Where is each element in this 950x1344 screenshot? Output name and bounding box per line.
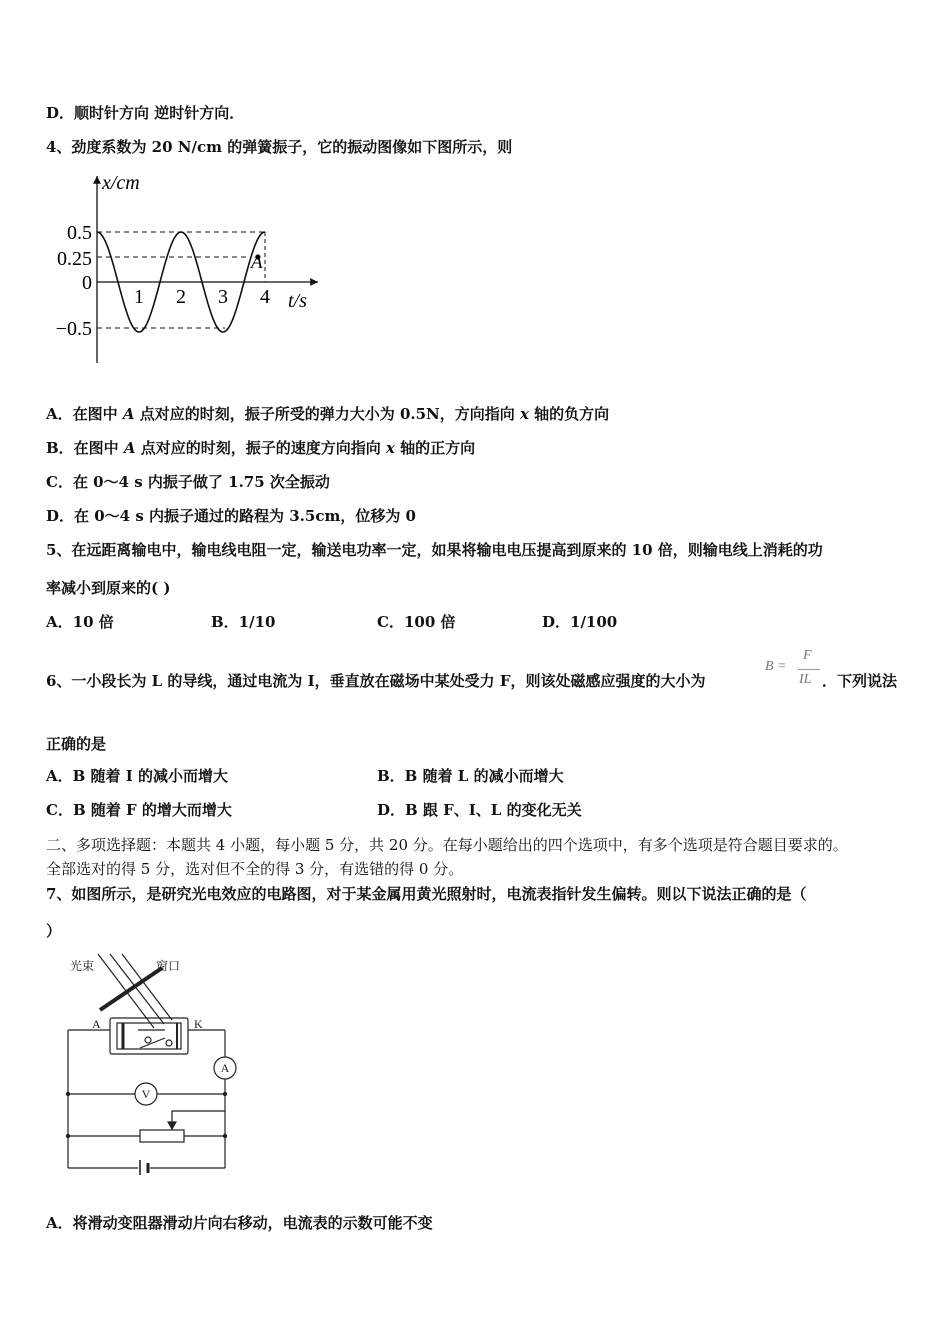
q3-option-d: D．顺时针方向 逆时针方向． [46,104,245,122]
q4-option-d: D．在 0～4 s 内振子通过的路程为 3.5cm，位移为 0 [46,507,416,525]
y-axis-label: x/cm [102,172,140,194]
section2-line1: 二、多项选择题：本题共 4 小题，每小题 5 分，共 20 分。在每小题给出的四个选项中，有多个选项是符合题目要求的。 [46,836,848,854]
q6-formula-num: F [803,648,812,663]
q5-stem-line1: 5、在远距离输电中，输电线电阻一定，输送电功率一定，如果将输电电压提高到原来的 10 倍，则输电线上消耗的功 [46,541,823,559]
q4-stem [46,137,512,157]
q5-option-d: D．1/100 [542,613,618,631]
q4-stem-pre: 4、劲度系数为 [46,138,152,156]
q4-stem-post: 的弹簧振子，它的振动图像如下图所示，则 [221,138,513,156]
label-beam: 光束 [70,959,95,973]
x-tick-1: 1 [134,286,144,308]
q7-circuit-diagram [60,950,245,1175]
q4-option-c: C．在 0～4 s 内振子做了 1.75 次全振动 [46,473,330,491]
x-tick-4: 4 [260,286,270,308]
voltmeter-label: V [141,1087,151,1101]
q4-opt-a-var: A [122,405,135,423]
q7-stem-line1: 7、如图所示，是研究光电效应的电路图，对于某金属用黄光照射时，电流表指针发生偏转。则以下说法正确的是（ [46,885,807,903]
ammeter-label: A [220,1061,230,1075]
x-axis-label: t/s [288,290,307,312]
q5-option-b: B．1/10 [211,613,276,631]
q4-option-b [46,438,475,458]
y-tick-0.25: 0.25 [57,248,92,270]
q5-option-a: A．10 倍 [46,613,114,631]
q4-opt-a-pre: A．在图中 [46,405,123,423]
q4-opt-b-var: A [123,439,136,457]
q4-opt-a-mid: 点对应的时刻，振子所受的弹力大小为 0.5N，方向指向 [134,405,520,423]
q4-option-a [46,404,609,424]
q6-stem-line1-post: ．下列说法 [822,672,898,690]
point-a-label: A [251,252,263,273]
q4-opt-b-x: x [386,439,395,457]
x-tick-3: 3 [218,286,228,308]
q4-opt-b-post: 轴的正方向 [394,439,476,457]
q6-option-b: B．B 随着 L 的减小而增大 [377,767,564,785]
q7-stem-line2: ） [46,922,62,940]
y-tick-0: 0 [82,272,92,294]
y-tick-neg0.5: −0.5 [55,318,92,340]
section2-line2: 全部选对的得 5 分，选对但不全的得 3 分，有选错的得 0 分。 [46,860,464,878]
rheostat [140,1130,184,1142]
q4-stem-k: 20 N/cm [151,138,222,156]
label-anode-a: A [92,1017,101,1031]
q6-formula-bar [798,669,820,670]
q4-opt-a-x: x [520,405,529,423]
q4-oscillation-graph [40,168,340,373]
label-window: 窗口 [156,959,181,973]
y-tick-0.5: 0.5 [67,222,92,244]
x-tick-2: 2 [176,286,186,308]
q6-formula-den: IL [799,672,812,687]
q7-option-a: A．将滑动变阻器滑动片向右移动，电流表的示数可能不变 [46,1214,433,1232]
label-cathode-k: K [194,1017,203,1031]
q4-opt-b-mid: 点对应的时刻，振子的速度方向指向 [135,439,386,457]
q6-option-c: C．B 随着 F 的增大而增大 [46,801,232,819]
q6-stem-line1-pre: 6、一小段长为 L 的导线，通过电流为 I，垂直放在磁场中某处受力 F，则该处磁感应强度的大小为 [46,672,706,690]
q5-option-c: C．100 倍 [377,613,456,631]
q4-opt-b-pre: B．在图中 [46,439,124,457]
rheostat-slider [172,1111,225,1126]
q6-stem-line2: 正确的是 [46,735,107,753]
q6-option-d: D．B 跟 F、I、L 的变化无关 [377,801,582,819]
q4-opt-a-post: 轴的负方向 [528,405,610,423]
q6-formula-lhs: B = [765,659,787,674]
q6-option-a: A．B 随着 I 的减小而增大 [46,767,229,785]
window [100,968,162,1010]
q5-stem-line2: 率减小到原来的( ) [46,579,171,597]
